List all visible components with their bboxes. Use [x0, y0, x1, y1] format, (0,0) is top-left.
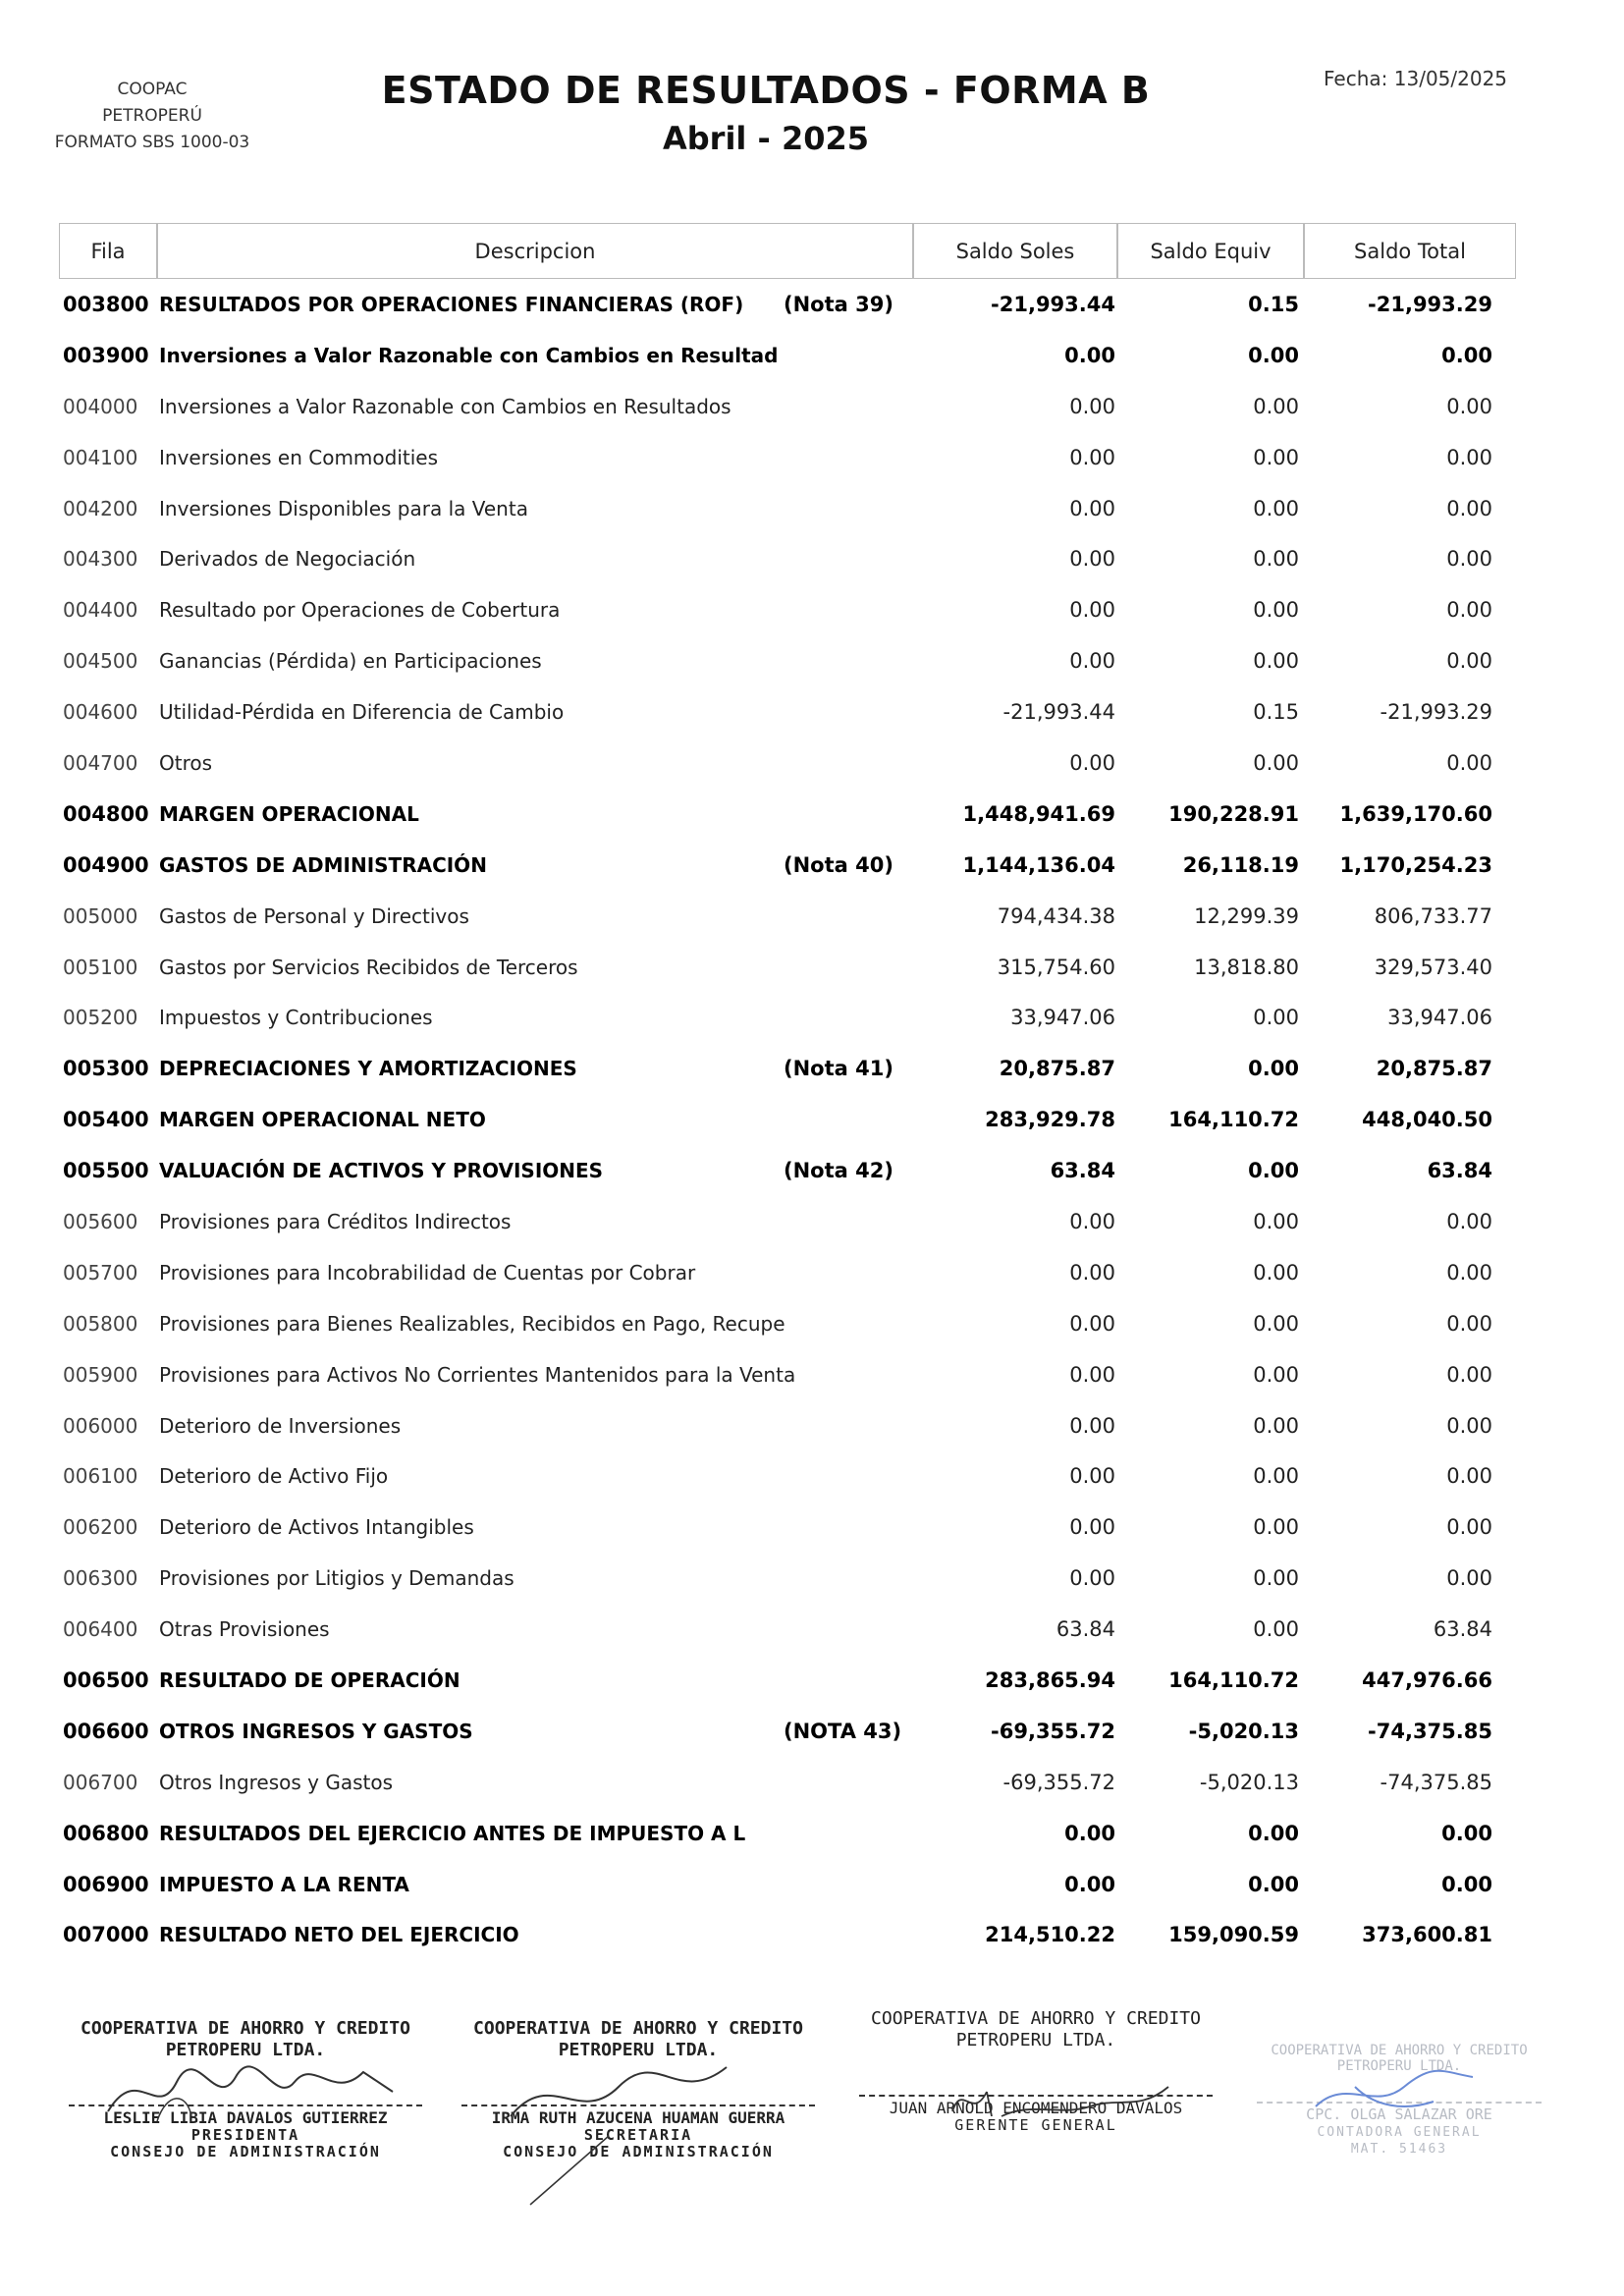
signature-org-1: COOPERATIVA DE AHORRO Y CREDITO	[81, 2018, 410, 2039]
row-saldo-total: 0.00	[1441, 343, 1492, 367]
row-saldo-equiv: 0.00	[1253, 547, 1299, 572]
row-saldo-equiv: 0.00	[1253, 1464, 1299, 1489]
row-description: Gastos de Personal y Directivos	[159, 903, 469, 928]
row-saldo-soles: 0.00	[1069, 598, 1115, 623]
row-saldo-soles: -69,355.72	[991, 1719, 1115, 1743]
table-row	[59, 1808, 1516, 1859]
row-description: RESULTADO DE OPERACIÓN	[159, 1667, 460, 1692]
row-saldo-soles: 0.00	[1069, 394, 1115, 418]
org-line-1: COOPAC	[117, 80, 188, 99]
row-saldo-equiv: 164,110.72	[1168, 1667, 1299, 1692]
row-code: 004600	[63, 700, 138, 725]
row-saldo-total: 0.00	[1441, 1872, 1492, 1896]
row-description: Otras Provisiones	[159, 1617, 330, 1642]
row-description: IMPUESTO A LA RENTA	[159, 1872, 409, 1896]
table-row	[59, 1757, 1516, 1808]
row-code: 005400	[63, 1108, 149, 1132]
row-saldo-equiv: 26,118.19	[1182, 852, 1299, 877]
row-saldo-equiv: 0.00	[1253, 1515, 1299, 1540]
row-description: Provisiones por Litigios y Demandas	[159, 1566, 514, 1591]
signature-role: SECRETARIA	[583, 2126, 693, 2144]
row-saldo-equiv: 0.00	[1253, 1311, 1299, 1336]
table-row	[59, 1553, 1516, 1604]
signature-org-1: COOPERATIVA DE AHORRO Y CREDITO	[1271, 2043, 1528, 2058]
row-code: 006100	[63, 1464, 138, 1489]
signature-role: GERENTE GENERAL	[954, 2116, 1117, 2134]
column-header-saldo-total: Saldo Total	[1304, 223, 1516, 279]
row-description: Utilidad-Pérdida en Diferencia de Cambio	[159, 700, 565, 725]
row-code: 006900	[63, 1872, 149, 1896]
row-saldo-total: 0.00	[1446, 1566, 1492, 1591]
table-row	[59, 1145, 1516, 1196]
statement-table	[59, 279, 1516, 1960]
signature-block-gerente	[849, 2008, 1222, 2134]
row-description: VALUACIÓN DE ACTIVOS Y PROVISIONES	[159, 1159, 604, 1183]
row-description: Deterioro de Activos Intangibles	[159, 1515, 474, 1540]
row-description: MARGEN OPERACIONAL NETO	[159, 1108, 486, 1132]
row-saldo-soles: 0.00	[1069, 1362, 1115, 1387]
row-description: RESULTADOS POR OPERACIONES FINANCIERAS (ROF)	[159, 292, 744, 316]
row-saldo-soles: 63.84	[1056, 1617, 1115, 1642]
page-title: ESTADO DE RESULTADOS - FORMA B	[381, 69, 1151, 112]
signature-role: PRESIDENTA	[190, 2126, 300, 2144]
table-row	[59, 992, 1516, 1043]
row-saldo-soles: -21,993.44	[991, 292, 1115, 316]
date-label: Fecha:	[1324, 67, 1388, 90]
row-description: Otros	[159, 750, 213, 775]
row-saldo-equiv: 0.00	[1253, 1006, 1299, 1030]
row-saldo-equiv: 0.15	[1248, 292, 1299, 316]
column-header-saldo-equiv: Saldo Equiv	[1117, 223, 1304, 279]
row-code: 004300	[63, 547, 138, 572]
row-saldo-soles: -69,355.72	[1002, 1770, 1115, 1794]
row-saldo-total: 0.00	[1446, 1209, 1492, 1233]
row-saldo-total: 0.00	[1446, 547, 1492, 572]
row-saldo-equiv: 0.00	[1253, 649, 1299, 674]
row-saldo-total: 0.00	[1446, 598, 1492, 623]
table-row	[59, 381, 1516, 432]
row-description: RESULTADOS DEL EJERCICIO ANTES DE IMPUESTO A L	[159, 1821, 746, 1845]
row-code: 006600	[63, 1719, 149, 1743]
row-saldo-total: 63.84	[1427, 1159, 1492, 1183]
row-code: 005600	[63, 1209, 138, 1233]
row-saldo-equiv: 164,110.72	[1168, 1108, 1299, 1132]
row-saldo-soles: 794,434.38	[997, 903, 1115, 928]
row-saldo-soles: 1,144,136.04	[962, 852, 1115, 877]
row-saldo-soles: 0.00	[1069, 649, 1115, 674]
row-note: (Nota 40)	[784, 852, 893, 877]
format-code: FORMATO SBS 1000-03	[54, 133, 250, 152]
row-code: 005900	[63, 1362, 138, 1387]
row-code: 004800	[63, 801, 149, 826]
row-saldo-soles: 0.00	[1069, 1311, 1115, 1336]
signature-block-secretaria	[452, 2018, 825, 2160]
row-code: 005700	[63, 1260, 138, 1285]
table-row	[59, 635, 1516, 686]
signature-role: CONTADORA GENERAL	[1317, 2125, 1482, 2140]
row-saldo-soles: 0.00	[1069, 1566, 1115, 1591]
row-saldo-equiv: 0.00	[1253, 445, 1299, 469]
row-saldo-total: 373,600.81	[1362, 1923, 1492, 1947]
row-code: 005300	[63, 1057, 149, 1081]
row-saldo-soles: 0.00	[1069, 496, 1115, 520]
row-saldo-total: 1,170,254.23	[1339, 852, 1492, 877]
row-saldo-soles: 1,448,941.69	[962, 801, 1115, 826]
signature-line	[859, 2095, 1213, 2097]
row-saldo-total: -21,993.29	[1380, 700, 1492, 725]
row-saldo-total: 33,947.06	[1387, 1006, 1492, 1030]
signature-org-1: COOPERATIVA DE AHORRO Y CREDITO	[473, 2018, 803, 2039]
row-saldo-equiv: 0.00	[1253, 1617, 1299, 1642]
row-code: 005200	[63, 1006, 138, 1030]
row-saldo-total: 0.00	[1446, 1362, 1492, 1387]
table-row	[59, 1655, 1516, 1706]
table-row	[59, 942, 1516, 993]
row-description: Otros Ingresos y Gastos	[159, 1770, 394, 1794]
row-code: 004100	[63, 445, 138, 469]
table-row	[59, 789, 1516, 840]
row-saldo-equiv: -5,020.13	[1188, 1719, 1299, 1743]
row-code: 003900	[63, 343, 149, 367]
row-saldo-equiv: 0.00	[1248, 1057, 1299, 1081]
row-saldo-total: 448,040.50	[1362, 1108, 1492, 1132]
row-saldo-soles: 0.00	[1064, 1821, 1115, 1845]
signature-line	[69, 2105, 422, 2106]
table-row	[59, 330, 1516, 381]
row-saldo-total: 0.00	[1446, 1260, 1492, 1285]
row-saldo-soles: 0.00	[1069, 1413, 1115, 1438]
table-row	[59, 1043, 1516, 1094]
signature-block-presidenta	[59, 2018, 432, 2160]
row-saldo-equiv: 0.00	[1253, 750, 1299, 775]
row-code: 006000	[63, 1413, 138, 1438]
row-note: (Nota 41)	[784, 1057, 893, 1081]
row-saldo-equiv: 0.00	[1253, 394, 1299, 418]
table-row	[59, 1502, 1516, 1553]
signature-name: CPC. OLGA SALAZAR ORE	[1306, 2105, 1492, 2123]
signature-line	[461, 2105, 815, 2106]
row-saldo-soles: 20,875.87	[999, 1057, 1115, 1081]
row-saldo-soles: 0.00	[1064, 1872, 1115, 1896]
row-saldo-soles: 315,754.60	[997, 955, 1115, 979]
table-row	[59, 840, 1516, 891]
page-subtitle: Abril - 2025	[662, 120, 869, 157]
row-saldo-equiv: 0.00	[1248, 1821, 1299, 1845]
row-saldo-total: 63.84	[1433, 1617, 1492, 1642]
row-code: 006300	[63, 1566, 138, 1591]
signature-line	[1257, 2102, 1542, 2104]
row-saldo-total: 0.00	[1446, 394, 1492, 418]
table-row	[59, 1196, 1516, 1247]
row-code: 004700	[63, 750, 138, 775]
row-code: 005500	[63, 1159, 149, 1183]
row-saldo-soles: 0.00	[1069, 1260, 1115, 1285]
row-description: Resultado por Operaciones de Cobertura	[159, 598, 561, 623]
row-description: MARGEN OPERACIONAL	[159, 801, 419, 826]
row-saldo-equiv: 0.00	[1248, 343, 1299, 367]
row-code: 006200	[63, 1515, 138, 1540]
date-line	[1324, 67, 1507, 90]
table-row	[59, 279, 1516, 330]
signature-registration: MAT. 51463	[1350, 2142, 1448, 2157]
row-saldo-soles: 0.00	[1069, 445, 1115, 469]
table-row	[59, 1859, 1516, 1910]
signature-org-2: PETROPERU LTDA.	[165, 2040, 326, 2060]
signature-block-contadora	[1242, 2043, 1556, 2158]
date-value: 13/05/2025	[1393, 67, 1508, 90]
table-row	[59, 1450, 1516, 1502]
row-code: 005800	[63, 1311, 138, 1336]
row-saldo-total: 0.00	[1446, 750, 1492, 775]
row-saldo-equiv: 0.00	[1248, 1159, 1299, 1183]
row-code: 003800	[63, 292, 149, 316]
row-saldo-equiv: 0.00	[1253, 1413, 1299, 1438]
row-saldo-soles: 214,510.22	[985, 1923, 1115, 1947]
row-saldo-equiv: 0.00	[1253, 496, 1299, 520]
row-code: 004500	[63, 649, 138, 674]
table-row	[59, 483, 1516, 534]
row-saldo-equiv: 0.00	[1253, 1362, 1299, 1387]
row-saldo-total: 0.00	[1441, 1821, 1492, 1845]
row-description: Deterioro de Inversiones	[159, 1413, 402, 1438]
table-row	[59, 1298, 1516, 1349]
row-saldo-soles: 0.00	[1069, 1464, 1115, 1489]
row-description: Inversiones a Valor Razonable con Cambios en Resultad	[159, 343, 779, 367]
row-saldo-total: 0.00	[1446, 1464, 1492, 1489]
row-saldo-total: 0.00	[1446, 1515, 1492, 1540]
column-header-fila: Fila	[59, 223, 157, 279]
row-description: Inversiones Disponibles para la Venta	[159, 496, 528, 520]
row-code: 004900	[63, 852, 149, 877]
row-description: OTROS INGRESOS Y GASTOS	[159, 1719, 473, 1743]
row-saldo-soles: 33,947.06	[1010, 1006, 1115, 1030]
row-saldo-total: 20,875.87	[1376, 1057, 1492, 1081]
table-row	[59, 432, 1516, 483]
row-saldo-soles: 0.00	[1069, 750, 1115, 775]
table-row	[59, 1910, 1516, 1961]
row-description: DEPRECIACIONES Y AMORTIZACIONES	[159, 1057, 577, 1081]
table-row	[59, 686, 1516, 738]
table-row	[59, 1706, 1516, 1757]
row-saldo-soles: 0.00	[1069, 1515, 1115, 1540]
row-note: (NOTA 43)	[784, 1719, 902, 1743]
row-saldo-soles: 0.00	[1069, 1209, 1115, 1233]
row-note: (Nota 42)	[784, 1159, 893, 1183]
row-description: Provisiones para Bienes Realizables, Recibidos en Pago, Recupe	[159, 1311, 785, 1336]
table-row	[59, 1247, 1516, 1298]
row-saldo-total: -21,993.29	[1368, 292, 1492, 316]
row-description: Deterioro de Activo Fijo	[159, 1464, 389, 1489]
row-saldo-equiv: 0.00	[1253, 1209, 1299, 1233]
signature-name: IRMA RUTH AZUCENA HUAMAN GUERRA	[491, 2108, 785, 2127]
row-saldo-equiv: 0.00	[1253, 1566, 1299, 1591]
row-code: 004000	[63, 394, 138, 418]
row-saldo-soles: 283,865.94	[985, 1667, 1115, 1692]
row-saldo-total: 0.00	[1446, 496, 1492, 520]
row-code: 004200	[63, 496, 138, 520]
row-saldo-equiv: 12,299.39	[1194, 903, 1299, 928]
row-code: 006800	[63, 1821, 149, 1845]
table-row	[59, 584, 1516, 635]
row-description: Inversiones a Valor Razonable con Cambios en Resultados	[159, 394, 731, 418]
table-row	[59, 1604, 1516, 1655]
row-description: Inversiones en Commodities	[159, 445, 439, 469]
row-saldo-soles: 0.00	[1069, 547, 1115, 572]
row-saldo-total: 0.00	[1446, 1413, 1492, 1438]
row-code: 006700	[63, 1770, 138, 1794]
row-saldo-total: 447,976.66	[1362, 1667, 1492, 1692]
row-description: Ganancias (Pérdida) en Participaciones	[159, 649, 542, 674]
row-saldo-equiv: 0.00	[1248, 1872, 1299, 1896]
row-description: Gastos por Servicios Recibidos de Terceros	[159, 955, 578, 979]
table-row	[59, 738, 1516, 789]
table-row	[59, 1400, 1516, 1451]
signature-name: JUAN ARNOLD ENCOMENDERO DAVALOS	[889, 2099, 1183, 2117]
signature-body: CONSEJO DE ADMINISTRACIÓN	[110, 2143, 381, 2160]
signature-body: CONSEJO DE ADMINISTRACIÓN	[503, 2143, 774, 2160]
row-saldo-total: 0.00	[1446, 445, 1492, 469]
column-header-saldo-soles: Saldo Soles	[913, 223, 1117, 279]
row-saldo-soles: 0.00	[1064, 343, 1115, 367]
row-description: GASTOS DE ADMINISTRACIÓN	[159, 852, 487, 877]
row-saldo-total: 806,733.77	[1374, 903, 1492, 928]
row-saldo-total: 0.00	[1446, 1311, 1492, 1336]
row-saldo-equiv: 0.00	[1253, 598, 1299, 623]
row-description: Derivados de Negociación	[159, 547, 416, 572]
row-description: RESULTADO NETO DEL EJERCICIO	[159, 1923, 519, 1947]
row-saldo-equiv: 0.00	[1253, 1260, 1299, 1285]
table-row	[59, 891, 1516, 942]
row-saldo-soles: 283,929.78	[985, 1108, 1115, 1132]
row-saldo-total: -74,375.85	[1380, 1770, 1492, 1794]
row-saldo-total: -74,375.85	[1368, 1719, 1492, 1743]
signature-name: LESLIE LIBIA DAVALOS GUTIERREZ	[103, 2108, 388, 2127]
row-code: 007000	[63, 1923, 149, 1947]
row-saldo-equiv: 159,090.59	[1168, 1923, 1299, 1947]
row-saldo-total: 1,639,170.60	[1339, 801, 1492, 826]
row-description: Provisiones para Activos No Corrientes Mantenidos para la Venta	[159, 1362, 796, 1387]
row-saldo-equiv: 0.15	[1253, 700, 1299, 725]
row-code: 006400	[63, 1617, 138, 1642]
row-saldo-soles: -21,993.44	[1002, 700, 1115, 725]
row-saldo-soles: 63.84	[1050, 1159, 1115, 1183]
column-header-descripcion: Descripcion	[157, 223, 913, 279]
row-code: 005100	[63, 955, 138, 979]
row-note: (Nota 39)	[784, 292, 893, 316]
row-description: Provisiones para Incobrabilidad de Cuentas por Cobrar	[159, 1260, 696, 1285]
org-header	[49, 77, 255, 156]
signature-org-2: PETROPERU LTDA.	[955, 2030, 1116, 2050]
signature-org-2: PETROPERU LTDA.	[1336, 2058, 1462, 2074]
table-row	[59, 533, 1516, 584]
row-saldo-total: 0.00	[1446, 649, 1492, 674]
signature-org-1: COOPERATIVA DE AHORRO Y CREDITO	[871, 2008, 1201, 2029]
row-description: Impuestos y Contribuciones	[159, 1006, 433, 1030]
row-code: 006500	[63, 1667, 149, 1692]
org-line-2: PETROPERÚ	[102, 106, 202, 126]
row-saldo-equiv: -5,020.13	[1199, 1770, 1299, 1794]
row-code: 004400	[63, 598, 138, 623]
row-saldo-total: 329,573.40	[1374, 955, 1492, 979]
row-saldo-equiv: 190,228.91	[1168, 801, 1299, 826]
row-code: 005000	[63, 903, 138, 928]
row-saldo-equiv: 13,818.80	[1194, 955, 1299, 979]
signature-org-2: PETROPERU LTDA.	[558, 2040, 719, 2060]
row-description: Provisiones para Créditos Indirectos	[159, 1209, 512, 1233]
table-row	[59, 1349, 1516, 1400]
table-row	[59, 1094, 1516, 1145]
